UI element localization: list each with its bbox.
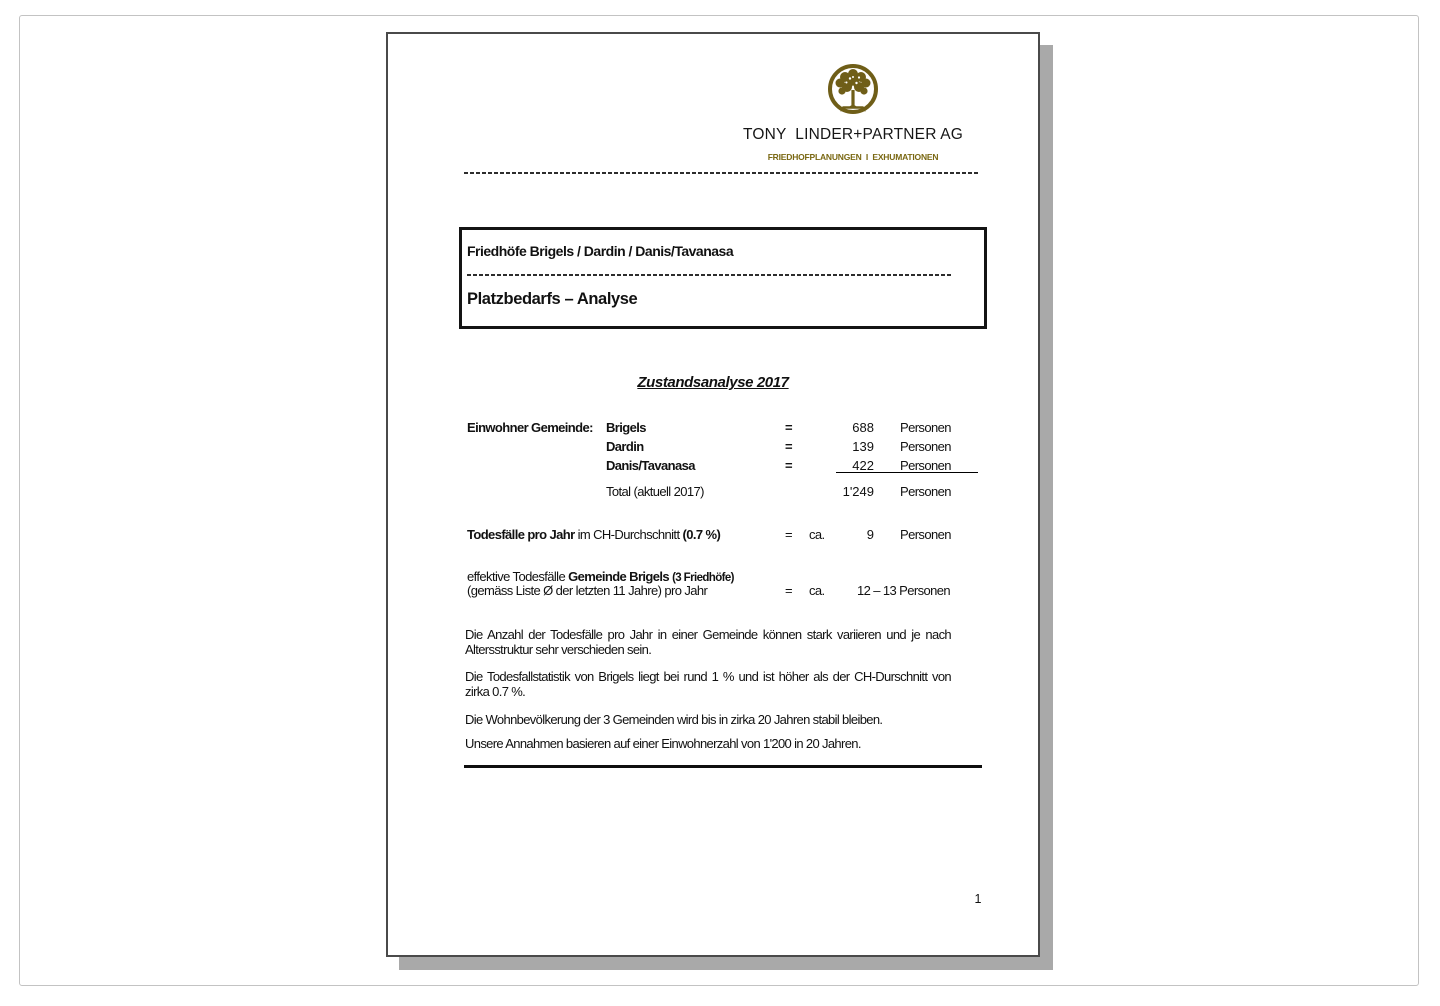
equals-sign: = (785, 439, 792, 454)
section-heading: Zustandsanalyse 2017 (637, 374, 789, 391)
death-rate-average-value: 9 (866, 527, 874, 542)
tree-logo-icon (825, 62, 881, 124)
equals-sign: = (785, 420, 792, 435)
population-label: Einwohner Gemeinde: (467, 420, 593, 435)
death-rate-average-label-pct: (0.7 %) (682, 527, 721, 542)
population-row-unit: Personen (900, 439, 951, 454)
death-rate-average-label-bold: Todesfälle pro Jahr (467, 527, 575, 542)
population-row-name: Danis/Tavanasa (606, 458, 695, 473)
equals-sign: = (785, 583, 792, 598)
paragraph: Die Wohnbevölkerung der 3 Gemeinden wird bis in zirka 20 Jahren stabil bleiben. (465, 712, 883, 727)
paragraph: Unsere Annahmen basieren auf einer Einwohnerzahl von 1'200 in 20 Jahren. (465, 736, 861, 751)
death-rate-effective-regular: effektive Todesfälle (467, 569, 569, 584)
population-row-unit: Personen (900, 420, 951, 435)
death-rate-average-label-mid: im CH-Durchschnitt (574, 527, 683, 542)
death-rate-average-unit: Personen (900, 527, 951, 542)
death-rate-effective-bold: Gemeinde Brigels (568, 569, 673, 584)
sum-underline (836, 472, 978, 473)
paragraph: Die Anzahl der Todesfälle pro Jahr in einer Gemeinde können stark variieren und je nach Altersstruktur sehr verschieden sein. (465, 627, 951, 657)
equals-sign: = (785, 458, 792, 473)
population-total-unit: Personen (900, 484, 951, 499)
paragraph: Die Todesfallstatistik von Brigels liegt bei rund 1 % und ist höher als der CH-Durschnitt von zirka 0.7 %. (465, 669, 951, 699)
death-rate-effective-note: (3 Friedhöfe) (672, 572, 734, 584)
population-row-value: 422 (852, 458, 874, 473)
document-title: Platzbedarfs – Analyse (467, 290, 638, 308)
population-row-unit: Personen (900, 458, 951, 473)
title-box (459, 227, 987, 329)
death-rate-effective-value: 12 – 13 Personen (857, 583, 951, 598)
population-row-name: Dardin (606, 439, 644, 454)
population-total-value: 1'249 (842, 484, 874, 499)
population-row-value: 139 (852, 439, 874, 454)
footer-rule (464, 765, 982, 768)
company-tagline: FRIEDHOFPLANUNGEN I EXHUMATIONEN (767, 152, 939, 162)
population-row-name: Brigels (606, 420, 646, 435)
death-rate-average-label (467, 528, 787, 542)
document-page (386, 32, 1040, 957)
population-total-label: Total (aktuell 2017) (606, 484, 704, 499)
document-subject: Friedhöfe Brigels / Dardin / Danis/Tavanasa (467, 243, 734, 259)
equals-sign: = (785, 527, 792, 542)
death-rate-effective-line2: (gemäss Liste Ø der letzten 11 Jahre) pro Jahr (467, 583, 708, 598)
header-dashed-divider (464, 172, 979, 174)
approx-label: ca. (809, 583, 825, 598)
population-row-value: 688 (852, 420, 874, 435)
page-number: 1 (974, 892, 982, 906)
company-name: TONY LINDER+PARTNER AG (742, 126, 964, 143)
approx-label: ca. (809, 527, 825, 542)
title-box-dashed-divider (467, 274, 953, 276)
